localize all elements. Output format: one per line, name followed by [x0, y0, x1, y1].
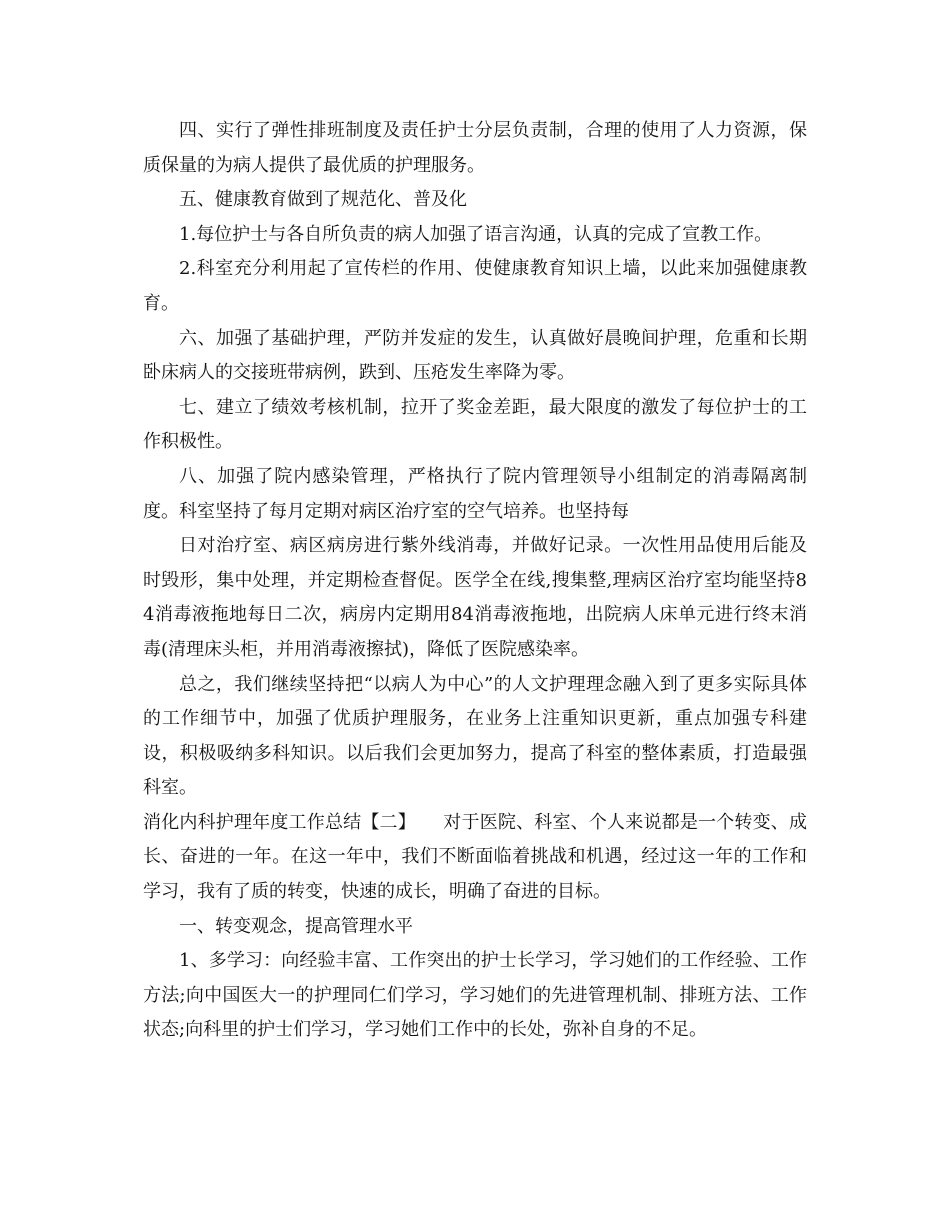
paragraph-5-item-1: 1.每位护士与各自所负责的病人加强了语言沟通，认真的完成了宣教工作。 [179, 223, 773, 245]
section-two-item-1: 1、多学习：向经验丰富、工作突出的护士长学习，学习她们的工作经验、工作方法;向中国医大一的护理同仁们学习，学习她们的先进管理机制、排班方法、工作状态;向科里的护士们学习，学习她们工作中的长处，弥补自身的不足。 [143, 950, 807, 1041]
paragraph-summary: 总之，我们继续坚持把“以病人为中心”的人文护理理念融入到了更多实际具体的工作细节中，加强了优质护理服务，在业务上注重知识更新，重点加强专科建设，积极吸纳多科知识。以后我们会更加努力，提高了科室的整体素质，打造最强科室。 [143, 673, 807, 799]
paragraph-6-basic-nursing: 六、加强了基础护理，严防并发症的发生，认真做好晨晚间护理，危重和长期卧床病人的交接班带病例，跌到、压疮发生率降为零。 [143, 327, 807, 384]
paragraph-8-infection-management: 八、加强了院内感染管理，严格执行了院内管理领导小组制定的消毒隔离制度。科室坚持了每月定期对病区治疗室的空气培养。也坚持每 [143, 465, 807, 522]
paragraph-8-continued: 日对治疗室、病区病房进行紫外线消毒，并做好记录。一次性用品使用后能及时毁形，集中处理，并定期检查督促。医学全在线,搜集整,理病区治疗室均能坚持84消毒液拖地每日二次，病房内定期用84消毒液拖地，出院病人床单元进行终末消毒(清理床头柜，并用消毒液擦拭)，降低了医院感染率。 [143, 535, 807, 660]
paragraph-5-item-2: 2.科室充分利用起了宣传栏的作用、使健康教育知识上墙，以此来加强健康教育。 [143, 258, 807, 314]
section-two-intro: 消化内科护理年度工作总结【二】 对于医院、科室、个人来说都是一个转变、成长、奋进的一年。在这一年中，我们不断面临着挑战和机遇，经过这一年的工作和学习，我有了质的转变，快速的成长，明确了奋进的目标。 [143, 811, 807, 903]
paragraph-7-performance-assessment: 七、建立了绩效考核机制，拉开了奖金差距，最大限度的激发了每位护士的工作积极性。 [143, 396, 807, 453]
paragraph-4-flexible-scheduling: 四、实行了弹性排班制度及责任护士分层负责制，合理的使用了人力资源，保质保量的为病人提供了最优质的护理服务。 [143, 120, 807, 176]
paragraph-5-health-education-heading: 五、健康教育做到了规范化、普及化 [179, 189, 467, 211]
section-two-heading-1: 一、转变观念，提高管理水平 [179, 915, 413, 937]
document-body [143, 114, 807, 1048]
